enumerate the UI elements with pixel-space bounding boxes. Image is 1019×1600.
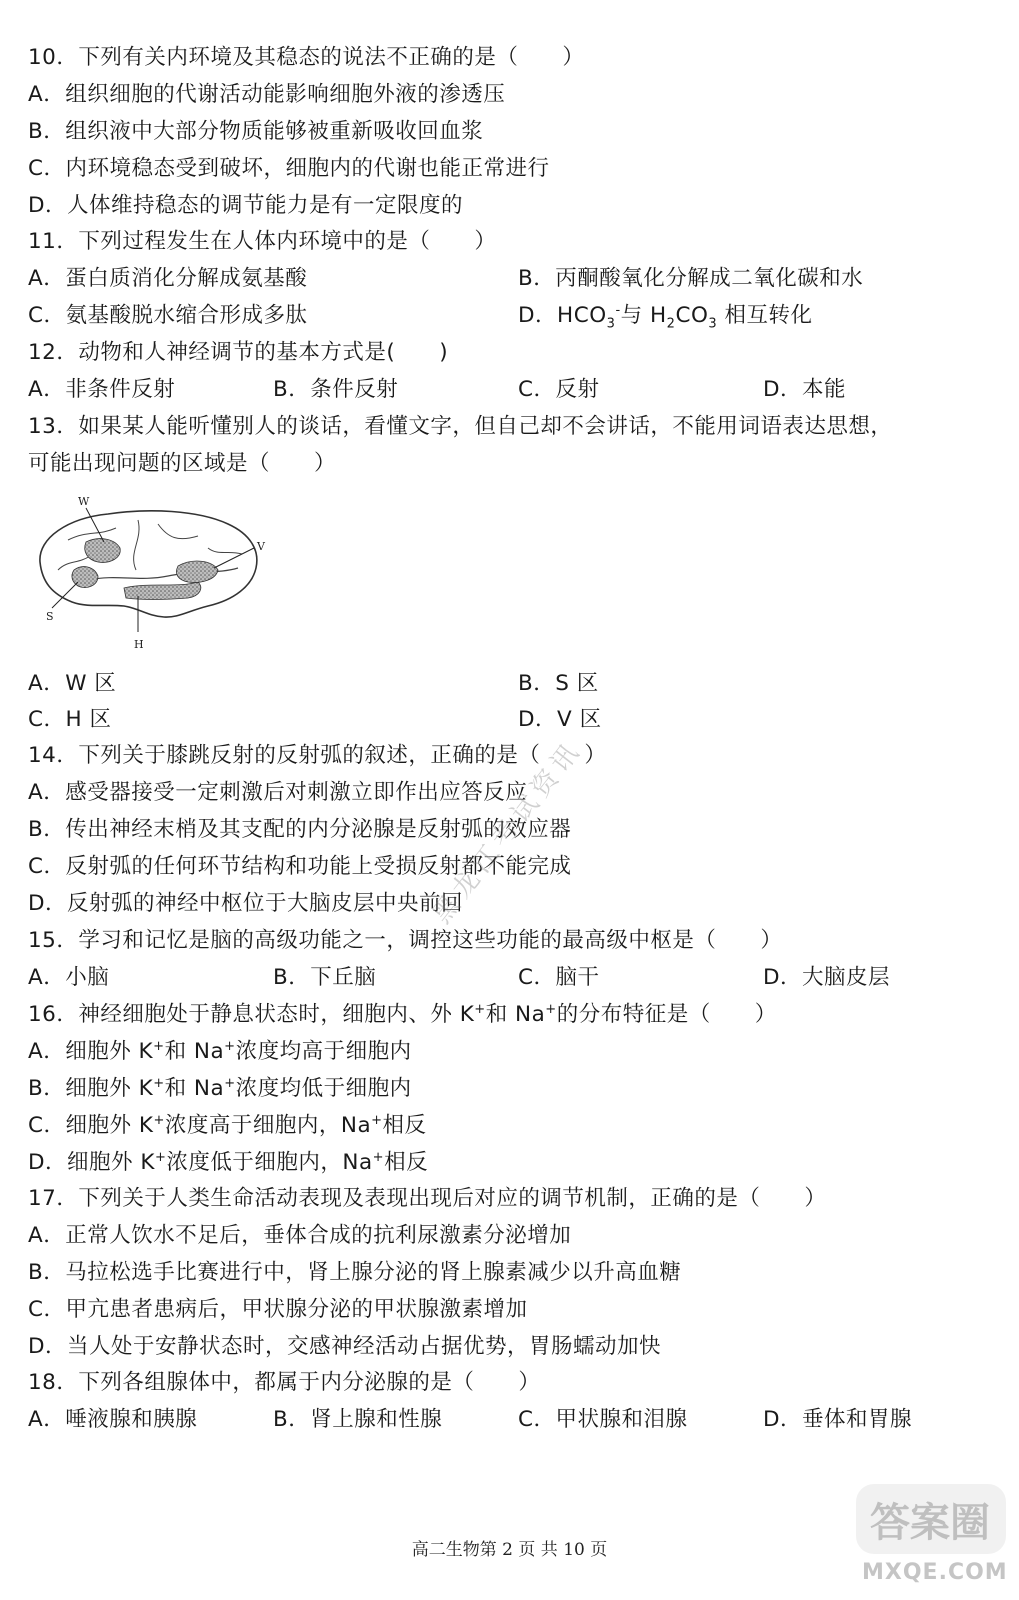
url-watermark: MXQE.COM bbox=[862, 1560, 1008, 1585]
q18-option-c: C．甲状腺和泪腺 bbox=[518, 1407, 688, 1432]
q18-option-b: B．肾上腺和性腺 bbox=[273, 1407, 443, 1432]
q11-d-co: CO bbox=[675, 303, 709, 328]
q12-option-b: B．条件反射 bbox=[273, 377, 399, 402]
q16-d-suffix: 相反 bbox=[384, 1150, 429, 1175]
q10-option-b: B．组织液中大部分物质能够被重新吸收回血浆 bbox=[28, 119, 484, 144]
brain-label-s: S bbox=[46, 610, 54, 623]
q15-option-d: D．大脑皮层 bbox=[763, 965, 891, 990]
q16-stem-prefix: 16．神经细胞处于静息状态时，细胞内、外 K bbox=[28, 1002, 475, 1027]
q12-option-c: C．反射 bbox=[518, 377, 600, 402]
brain-diagram bbox=[28, 490, 278, 655]
q16-d-sup-k: + bbox=[155, 1149, 167, 1165]
q11-option-a: A．蛋白质消化分解成氨基酸 bbox=[28, 266, 308, 291]
q14-option-d: D．反射弧的神经中枢位于大脑皮层中央前回 bbox=[28, 891, 464, 916]
page-footer: 高二生物第 2 页 共 10 页 bbox=[411, 1540, 608, 1560]
q16-stem-mid: 和 Na bbox=[485, 1002, 546, 1027]
q11-option-b: B．丙酮酸氧化分解成二氧化碳和水 bbox=[518, 266, 864, 291]
q12-option-d: D．本能 bbox=[763, 377, 847, 402]
q16-c-prefix: C．细胞外 K bbox=[28, 1113, 154, 1138]
q17-option-a: A．正常人饮水不足后，垂体合成的抗利尿激素分泌增加 bbox=[28, 1223, 572, 1248]
q16-a-sup-k: + bbox=[153, 1038, 165, 1054]
q13-option-d: D．V 区 bbox=[518, 707, 602, 732]
q10-option-a: A．组织细胞的代谢活动能影响细胞外液的渗透压 bbox=[28, 82, 506, 107]
q17-stem: 17．下列关于人类生命活动表现及表现出现后对应的调节机制，正确的是（ ） bbox=[28, 1186, 827, 1211]
q16-d-sup-na: + bbox=[372, 1149, 385, 1165]
q16-c-sup-na: + bbox=[371, 1112, 383, 1128]
brain-label-w: W bbox=[78, 495, 90, 508]
q10-option-c: C．内环境稳态受到破坏，细胞内的代谢也能正常进行 bbox=[28, 156, 550, 181]
q10-stem: 10．下列有关内环境及其稳态的说法不正确的是（ ） bbox=[28, 45, 585, 70]
q16-option-c bbox=[28, 1111, 427, 1141]
q16-b-mid: 和 Na bbox=[164, 1076, 225, 1101]
q16-stem-sup-k: + bbox=[474, 1001, 486, 1017]
q11-option-d bbox=[518, 301, 813, 331]
q11-d-sub3: 3 bbox=[708, 316, 718, 332]
q16-a-mid: 和 Na bbox=[164, 1039, 225, 1064]
q15-stem: 15．学习和记忆是脑的高级功能之一，调控这些功能的最高级中枢是（ ） bbox=[28, 928, 783, 953]
q16-d-mid: 浓度低于细胞内，Na bbox=[166, 1150, 373, 1175]
q16-stem-sup-na: + bbox=[545, 1001, 557, 1017]
brain-label-h: H bbox=[134, 638, 144, 651]
q12-option-a: A．非条件反射 bbox=[28, 377, 176, 402]
q18-stem: 18．下列各组腺体中，都属于内分泌腺的是（ ） bbox=[28, 1370, 541, 1395]
q11-d-prefix: D．HCO bbox=[518, 303, 607, 328]
q14-option-a: A．感受器接受一定刺激后对刺激立即作出应答反应 bbox=[28, 780, 528, 805]
q16-option-a bbox=[28, 1037, 412, 1067]
q11-d-sub2: 2 bbox=[666, 316, 676, 332]
q16-option-d bbox=[28, 1148, 428, 1178]
q16-b-prefix: B．细胞外 K bbox=[28, 1076, 154, 1101]
q11-stem: 11．下列过程发生在人体内环境中的是（ ） bbox=[28, 229, 497, 254]
q16-c-suffix: 相反 bbox=[382, 1113, 427, 1138]
q17-option-c: C．甲亢患者患病后，甲状腺分泌的甲状腺激素增加 bbox=[28, 1297, 528, 1322]
q15-option-b: B．下丘脑 bbox=[273, 965, 377, 990]
q15-option-c: C．脑干 bbox=[518, 965, 600, 990]
brain-label-v: V bbox=[257, 540, 265, 553]
q16-a-sup-na: + bbox=[224, 1038, 236, 1054]
q17-option-d: D．当人处于安静状态时，交感神经活动占据优势，胃肠蠕动加快 bbox=[28, 1334, 662, 1359]
logo-watermark-text: 答案圈 bbox=[870, 1500, 990, 1546]
q16-stem-suffix: 的分布特征是（ ） bbox=[556, 1002, 777, 1027]
q16-b-sup-k: + bbox=[153, 1075, 165, 1091]
q14-option-b: B．传出神经末梢及其支配的内分泌腺是反射弧的效应器 bbox=[28, 817, 572, 842]
q16-b-suffix: 浓度均低于细胞内 bbox=[235, 1076, 412, 1101]
q18-option-d: D．垂体和胃腺 bbox=[763, 1407, 913, 1432]
q16-a-suffix: 浓度均高于细胞内 bbox=[235, 1039, 412, 1064]
q16-option-b bbox=[28, 1074, 412, 1104]
q15-option-a: A．小脑 bbox=[28, 965, 110, 990]
q16-c-mid: 浓度高于细胞内，Na bbox=[164, 1113, 372, 1138]
q14-stem: 14．下列关于膝跳反射的反射弧的叙述，正确的是（ ） bbox=[28, 743, 607, 768]
q11-d-sub1: 3 bbox=[606, 316, 616, 332]
q16-c-sup-k: + bbox=[153, 1112, 165, 1128]
q13-option-b: B．S 区 bbox=[518, 671, 599, 696]
q12-stem: 12．动物和人神经调节的基本方式是( ) bbox=[28, 340, 449, 365]
q16-a-prefix: A．细胞外 K bbox=[28, 1039, 154, 1064]
q10-option-d: D．人体维持稳态的调节能力是有一定限度的 bbox=[28, 193, 464, 218]
q17-option-b: B．马拉松选手比赛进行中，肾上腺分泌的肾上腺素减少以升高血糖 bbox=[28, 1260, 682, 1285]
q11-d-suffix: 相互转化 bbox=[717, 303, 813, 328]
q18-option-a: A．唾液腺和胰腺 bbox=[28, 1407, 198, 1432]
q14-option-c: C．反射弧的任何环节结构和功能上受损反射都不能完成 bbox=[28, 854, 572, 879]
q16-stem bbox=[28, 1000, 777, 1030]
q13-option-a: A．W 区 bbox=[28, 671, 117, 696]
q16-b-sup-na: + bbox=[224, 1075, 236, 1091]
q16-d-prefix: D．细胞外 K bbox=[28, 1150, 155, 1175]
q13-option-c: C．H 区 bbox=[28, 707, 112, 732]
diagonal-watermark-text: 黑龙江考试资讯 bbox=[426, 734, 589, 930]
q11-option-c: C．氨基酸脱水缩合形成多肽 bbox=[28, 303, 308, 328]
q11-d-sup: - bbox=[615, 302, 621, 318]
q11-d-mid: 与 H bbox=[620, 303, 667, 328]
q13-stem-line2: 可能出现问题的区域是（ ） bbox=[28, 451, 337, 476]
q13-stem-line1: 13．如果某人能听懂别人的谈话，看懂文字，但自己却不会讲话，不能用词语表达思想， bbox=[28, 414, 893, 439]
